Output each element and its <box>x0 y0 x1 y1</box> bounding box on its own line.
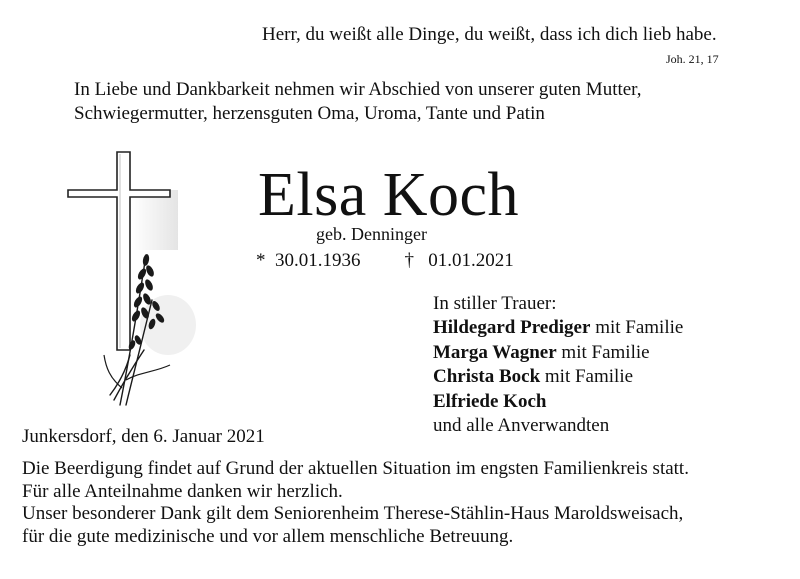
mourners-list <box>433 292 683 438</box>
family-suffix: mit Familie <box>544 366 634 388</box>
bible-verse: Herr, du weißt alle Dinge, du weißt, dass ich dich lieb habe. <box>262 24 717 45</box>
birth-name: geb. Denninger <box>316 224 427 244</box>
birth-date: 30.01.1936 <box>275 250 361 271</box>
life-dates <box>256 250 514 272</box>
family-suffix: mit Familie <box>595 317 684 339</box>
deceased-name: Elsa Koch <box>258 161 520 229</box>
mourner-name: Marga Wagner <box>433 341 557 363</box>
cross-with-wheat-icon <box>60 150 200 410</box>
verse-reference: Joh. 21, 17 <box>666 52 719 66</box>
death-date: 01.01.2021 <box>428 250 514 271</box>
mourner-name: Christa Bock <box>433 366 541 388</box>
intro-text <box>74 78 642 126</box>
mourner-line <box>433 365 683 389</box>
mourners-heading: In stiller Trauer: <box>433 293 557 314</box>
birth-symbol: * <box>256 250 266 271</box>
mourner-name: Hildegard Prediger <box>433 317 591 339</box>
death-symbol: † <box>404 250 414 271</box>
mourner-line <box>433 316 683 340</box>
family-suffix: mit Familie <box>561 341 650 363</box>
mourner-line <box>433 341 683 365</box>
intro-line-2: Schwiegermutter, herzensguten Oma, Uroma, Tante und Patin <box>74 103 545 124</box>
mourner-name: Elfriede Koch <box>433 390 547 412</box>
intro-line-1: In Liebe und Dankbarkeit nehmen wir Abschied von unserer guten Mutter, <box>74 79 642 100</box>
notice-line-2: Für alle Anteilnahme danken wir herzlich. <box>22 480 343 502</box>
notice-line-1: Die Beerdigung findet auf Grund der aktuellen Situation im engsten Familienkreis statt. <box>22 458 689 479</box>
notice-line-3: Unser besonderer Dank gilt dem Seniorenheim Therese-Stählin-Haus Maroldsweisach, <box>22 503 684 524</box>
mourner-line <box>433 390 683 414</box>
notice-line-4: für die gute medizinische und vor allem menschliche Betreuung. <box>22 525 514 547</box>
funeral-notice <box>22 458 689 548</box>
place-date: Junkersdorf, den 6. Januar 2021 <box>22 426 265 447</box>
mourners-closing: und alle Anverwandten <box>433 415 610 437</box>
